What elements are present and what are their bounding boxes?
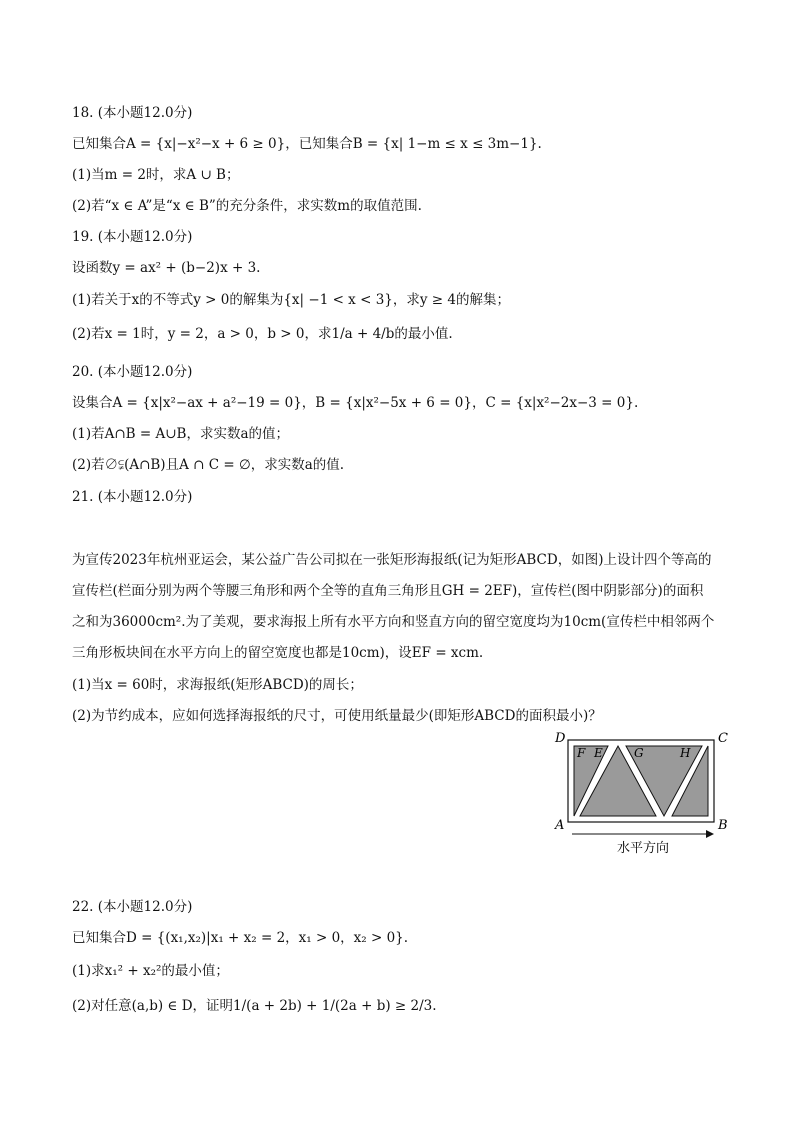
problem-21-line-1: 为宣传2023年杭州亚运会，某公益广告公司拟在一张矩形海报纸(记为矩形ABCD，如图)上设计四个等高的 xyxy=(72,552,712,568)
poster-figure xyxy=(548,726,738,858)
problem-18-line-2: (1)当m = 2时，求A ∪ B； xyxy=(72,167,240,183)
problem-19-header: 19. (本小题12.0分) xyxy=(72,229,193,245)
problem-19-line-2: (1)若关于x的不等式y > 0的解集为{x| −1 < x < 3}，求y ≥ 4的解集； xyxy=(72,292,510,308)
problem-20-line-3: (2)若∅⫋(A∩B)且A ∩ C = ∅，求实数a的值. xyxy=(72,457,345,473)
problem-22-line-1: 已知集合D = {(x₁,x₂)|x₁ + x₂ = 2，x₁ > 0，x₂ > 0}. xyxy=(72,930,409,946)
problem-21-line-4: 三角形板块间在水平方向上的留空宽度也都是10cm)，设EF = xcm. xyxy=(72,645,484,661)
label-g: G xyxy=(634,746,644,760)
problem-20-header: 20. (本小题12.0分) xyxy=(72,364,193,380)
label-e: E xyxy=(594,746,603,760)
problem-18-header: 18. (本小题12.0分) xyxy=(72,105,193,121)
label-b: B xyxy=(718,818,728,833)
problem-20-line-2: (1)若A∩B = A∪B，求实数a的值； xyxy=(72,426,290,442)
problem-18-line-1: 已知集合A = {x|−x²−x + 6 ≥ 0}，已知集合B = {x| 1−m ≤ x ≤ 3m−1}. xyxy=(72,136,542,152)
problem-18-line-3: (2)若“x ∈ A”是“x ∈ B”的充分条件，求实数m的取值范围. xyxy=(72,198,422,214)
problem-20-line-1: 设集合A = {x|x²−ax + a²−19 = 0}，B = {x|x²−5x + 6 = 0}，C = {x|x²−2x−3 = 0}. xyxy=(72,395,639,411)
problem-22-line-3: (2)对任意(a,b) ∈ D，证明1/(a + 2b) + 1/(2a + b) ≥ 2/3. xyxy=(72,998,437,1014)
problem-21-header: 21. (本小题12.0分) xyxy=(72,489,193,505)
label-a: A xyxy=(555,818,565,833)
problem-21-line-2: 宣传栏(栏面分别为两个等腰三角形和两个全等的直角三角形且GH = 2EF)，宣传栏(图中阴影部分)的面积 xyxy=(72,583,704,599)
label-d: D xyxy=(555,731,566,746)
direction-arrow-head xyxy=(706,830,714,838)
label-c: C xyxy=(718,731,728,746)
figure-caption: 水平方向 xyxy=(616,841,670,856)
label-f: F xyxy=(577,746,586,760)
problem-19-line-1: 设函数y = ax² + (b−2)x + 3. xyxy=(72,260,261,276)
problem-21-line-6: (2)为节约成本，应如何选择海报纸的尺寸，可使用纸量最少(即矩形ABCD的面积最小)？ xyxy=(72,708,602,724)
problem-21-line-5: (1)当x = 60时，求海报纸(矩形ABCD)的周长； xyxy=(72,677,363,693)
label-h: H xyxy=(680,746,691,760)
problem-22-line-2: (1)求x₁² + x₂²的最小值； xyxy=(72,963,229,979)
problem-21-line-3: 之和为36000cm².为了美观，要求海报上所有水平方向和竖直方向的留空宽度均为10cm(宣传栏中相邻两个 xyxy=(72,614,715,630)
problem-22-header: 22. (本小题12.0分) xyxy=(72,899,193,915)
problem-19-line-3: (2)若x = 1时，y = 2，a > 0，b > 0，求1/a + 4/b的最小值. xyxy=(72,326,453,342)
